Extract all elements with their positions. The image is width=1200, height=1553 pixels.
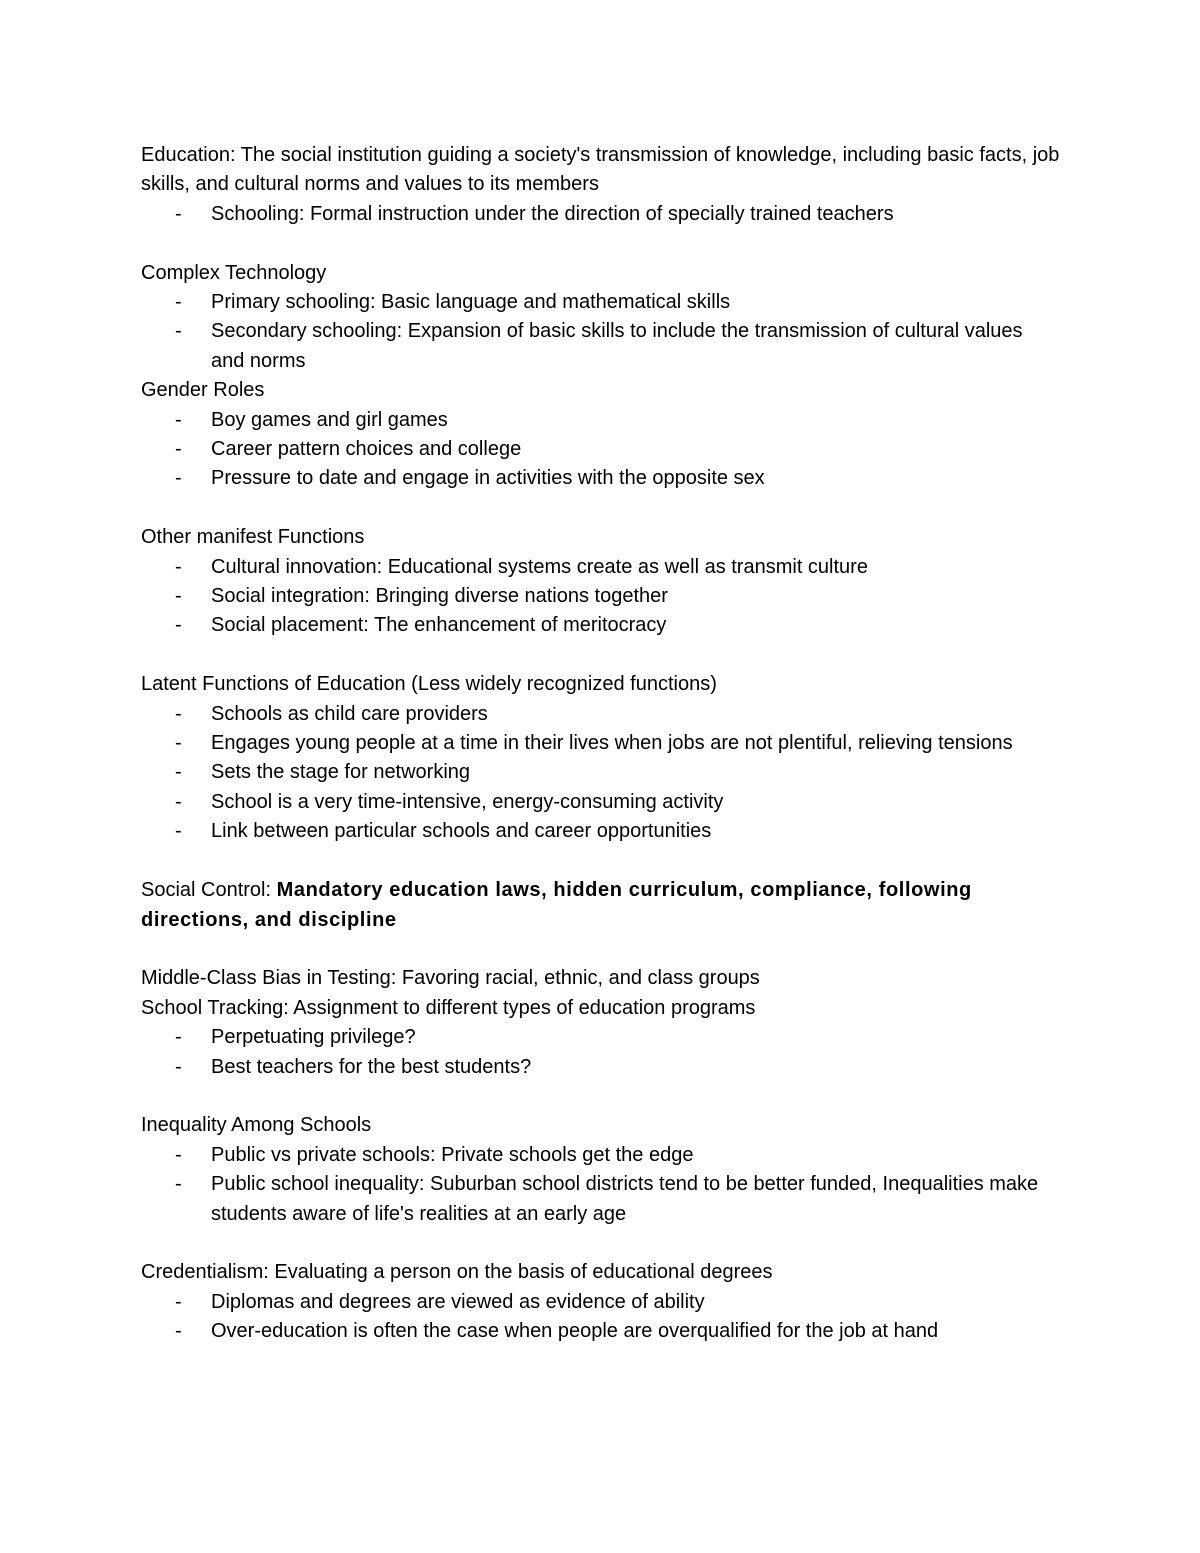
bullet-dash: - — [175, 1143, 182, 1166]
bullet-dash: - — [175, 555, 182, 578]
section-heading-gender-roles: Gender Roles — [141, 379, 265, 402]
bullet-dash: - — [175, 467, 182, 490]
section-heading-complex-technology: Complex Technology — [141, 261, 327, 284]
section-heading-latent-functions: Latent Functions of Education (Less widely recognized functions) — [141, 673, 717, 696]
bullet-dash: - — [175, 761, 182, 784]
bullet-dash: - — [175, 790, 182, 813]
blank-line — [141, 1082, 1061, 1111]
list-item: - Pressure to date and engage in activities with the opposite sex — [141, 464, 1061, 493]
blank-line — [141, 1229, 1061, 1258]
list-item: - Link between particular schools and career opportunities — [141, 817, 1061, 846]
list-item: - Primary schooling: Basic language and mathematical skills — [141, 288, 1061, 317]
list-item: - Social integration: Bringing diverse nations together — [141, 582, 1061, 611]
list-item: - Public vs private schools: Private schools get the edge — [141, 1141, 1061, 1170]
blank-line — [141, 935, 1061, 964]
bullet-dash: - — [175, 585, 182, 608]
bullet-dash: - — [175, 320, 182, 343]
school-tracking-paragraph: School Tracking: Assignment to different types of education programs — [141, 996, 756, 1019]
list-item: - Engages young people at a time in their lives when jobs are not plentiful, relieving tensions — [141, 729, 1061, 758]
list-item: - Boy games and girl games — [141, 406, 1061, 435]
list-item: - Schooling: Formal instruction under the direction of specially trained teachers — [141, 200, 1061, 229]
section-heading-inequality: Inequality Among Schools — [141, 1114, 372, 1137]
blank-line — [141, 494, 1061, 523]
document-page — [141, 141, 1061, 1347]
bullet-dash: - — [175, 732, 182, 755]
bullet-dash: - — [175, 702, 182, 725]
bullet-dash: - — [175, 1320, 182, 1343]
list-item: - Secondary schooling: Expansion of basic skills to include the transmission of cultural values and norms — [141, 317, 1061, 376]
list-item: - Diplomas and degrees are viewed as evidence of ability — [141, 1288, 1061, 1317]
bullet-dash: - — [175, 820, 182, 843]
bullet-dash: - — [175, 438, 182, 461]
section-heading-manifest-functions: Other manifest Functions — [141, 526, 365, 549]
list-item: - Best teachers for the best students? — [141, 1053, 1061, 1082]
bullet-dash: - — [175, 1026, 182, 1049]
list-item: - Perpetuating privilege? — [141, 1023, 1061, 1052]
bullet-dash: - — [175, 1290, 182, 1313]
blank-line — [141, 847, 1061, 876]
blank-line — [141, 641, 1061, 670]
bullet-dash: - — [175, 408, 182, 431]
list-item: - Public school inequality: Suburban school districts tend to be better funded, Inequalities make students aware of life's realities at an early age — [141, 1170, 1061, 1229]
list-item: - Social placement: The enhancement of meritocracy — [141, 611, 1061, 640]
list-item: - Career pattern choices and college — [141, 435, 1061, 464]
list-item: - Cultural innovation: Educational systems create as well as transmit culture — [141, 553, 1061, 582]
testing-bias-paragraph: Middle-Class Bias in Testing: Favoring racial, ethnic, and class groups — [141, 967, 760, 990]
list-item: - Schools as child care providers — [141, 700, 1061, 729]
bullet-dash: - — [175, 1173, 182, 1196]
education-definition: Education: The social institution guiding a society's transmission of knowledge, including basic facts, job skills, and cultural norms and values to its members — [141, 144, 1060, 196]
social-control-paragraph — [141, 876, 1061, 935]
list-item: - Over-education is often the case when people are overqualified for the job at hand — [141, 1317, 1061, 1346]
social-control-bold-text: Mandatory education laws, hidden curriculum, compliance, following directions, and discipline — [141, 879, 972, 931]
social-control-label: Social Control: — [141, 879, 277, 902]
list-item: - School is a very time-intensive, energy-consuming activity — [141, 788, 1061, 817]
blank-line — [141, 229, 1061, 258]
list-item: - Sets the stage for networking — [141, 758, 1061, 787]
bullet-dash: - — [175, 1055, 182, 1078]
bullet-dash: - — [175, 614, 182, 637]
credentialism-paragraph: Credentialism: Evaluating a person on the basis of educational degrees — [141, 1261, 773, 1284]
bullet-dash: - — [175, 202, 182, 225]
bullet-dash: - — [175, 291, 182, 314]
